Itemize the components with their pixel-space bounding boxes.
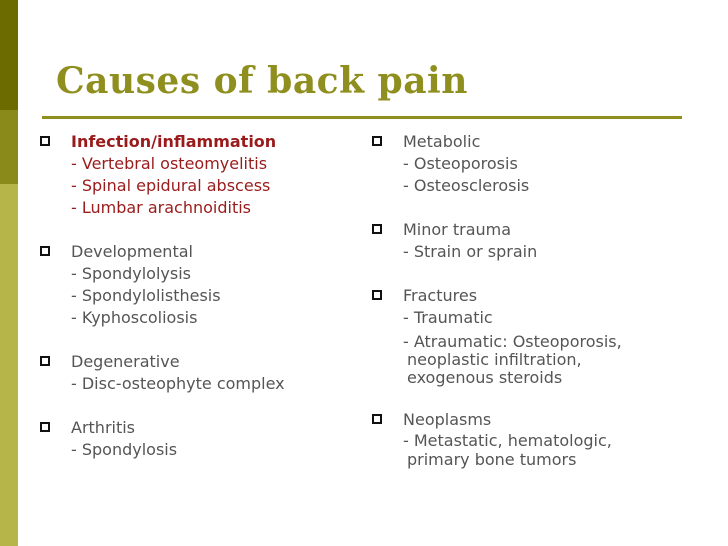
item-sub: - Vertebral osteomyelitis (71, 154, 268, 173)
item-heading: Degenerative (71, 352, 180, 371)
list-item-developmental (40, 241, 350, 329)
item-sub: - Metastatic, hematologic, (403, 431, 612, 450)
item-sub: - Kyphoscoliosis (71, 308, 198, 327)
list-item-fractures (372, 285, 702, 387)
bullet-square-icon (40, 356, 50, 366)
list-item-minor-trauma (372, 219, 702, 263)
item-sub: - Strain or sprain (403, 242, 538, 261)
sidebar-bar-mid (0, 110, 18, 184)
item-heading: Neoplasms (403, 410, 492, 429)
title-underline (42, 116, 682, 119)
sidebar-bar-dark (0, 0, 18, 110)
list-item-arthritis (40, 417, 350, 461)
item-sub: - Osteoporosis (403, 154, 518, 173)
bullet-square-icon (372, 136, 382, 146)
item-sub: - Atraumatic: Osteoporosis, (403, 332, 622, 351)
list-item-neoplasms (372, 409, 702, 469)
right-column (372, 131, 702, 469)
sidebar-bar-light (0, 184, 18, 546)
bullet-square-icon (40, 246, 50, 256)
bullet-square-icon (372, 224, 382, 234)
list-item-metabolic (372, 131, 702, 197)
item-sub: - Spinal epidural abscess (71, 176, 271, 195)
item-heading: Metabolic (403, 132, 481, 151)
item-heading: Minor trauma (403, 220, 512, 239)
item-sub: - Disc-osteophyte complex (71, 374, 285, 393)
bullet-square-icon (40, 422, 50, 432)
bullet-square-icon (372, 290, 382, 300)
item-sub: exogenous steroids (407, 368, 563, 387)
item-heading: Arthritis (71, 418, 136, 437)
bullet-square-icon (40, 136, 50, 146)
item-sub: - Traumatic (403, 308, 493, 327)
left-column (40, 131, 350, 461)
item-sub: - Osteosclerosis (403, 176, 530, 195)
list-item-infection (40, 131, 350, 219)
item-heading: Developmental (71, 242, 193, 261)
item-sub: primary bone tumors (407, 450, 577, 469)
list-item-degenerative (40, 351, 350, 395)
item-sub: - Spondylolysis (71, 264, 191, 283)
item-sub: - Spondylolisthesis (71, 286, 221, 305)
item-sub: - Lumbar arachnoiditis (71, 198, 251, 217)
slide-title: Causes of back pain (56, 60, 468, 102)
bullet-square-icon (372, 414, 382, 424)
item-sub: - Spondylosis (71, 440, 178, 459)
item-sub: neoplastic infiltration, (407, 350, 582, 369)
item-heading: Fractures (403, 286, 478, 305)
item-heading: Infection/inflammation (71, 132, 277, 151)
